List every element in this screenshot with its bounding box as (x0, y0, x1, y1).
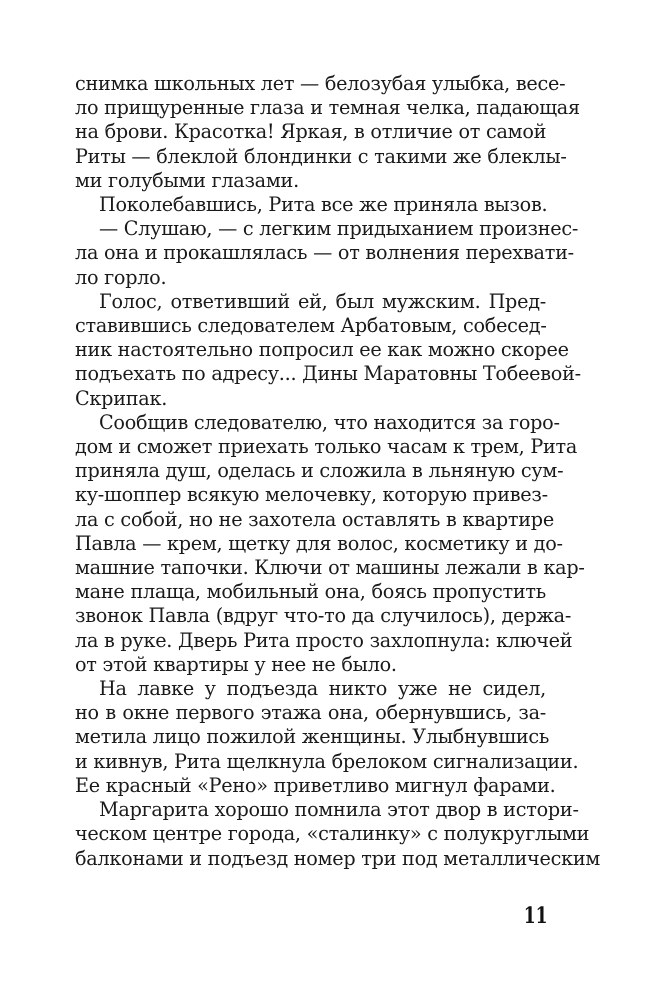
text-line: Ее красный «Рено» приветливо мигнул фарами. (75, 773, 556, 797)
text-line: ми голубыми глазами. (75, 168, 299, 192)
text-line: дом и сможет приехать только часам к трем, Рита (75, 435, 578, 459)
text-line: ла она и прокашлялась — от волнения перехвати- (75, 241, 574, 265)
text-line: Павла — крем, щетку для волос, косметику и до- (75, 531, 563, 555)
text-line: Сообщив следователю, что находится за горо- (99, 410, 560, 434)
text-line: ставившись следователем Арбатовым, собесед- (75, 314, 547, 338)
text-line: ло горло. (75, 265, 167, 289)
text-line: ла с собой, но не захотела оставлять в квартире (75, 507, 554, 531)
paragraph (75, 193, 546, 217)
text-line: метила лицо пожилой женщины. Улыбнувшись (75, 725, 550, 749)
text-line: снимка школьных лет — белозубая улыбка, весе- (75, 72, 566, 95)
text-line: но в окне первого этажа она, обернувшись, за- (75, 701, 546, 725)
text-line: подъехать по адресу... Дины Маратовны Тобеевой- (75, 362, 581, 386)
paragraph (75, 798, 601, 871)
text-line: от этой квартиры у нее не было. (75, 652, 397, 676)
paragraph (75, 410, 585, 677)
text-line: Голос, ответивший ей, был мужским. Пред- (99, 289, 546, 313)
text-line: Маргарита хорошо помнила этот двор в истори- (99, 798, 579, 822)
paragraph (75, 289, 581, 411)
text-line: ла в руке. Дверь Рита просто захлопнула: ключей (75, 628, 573, 652)
text-line: звонок Павла (вдруг что-то да случилось), держа- (75, 604, 572, 628)
text-line: ник настоятельно попросил ее как можно скорее (75, 338, 569, 362)
text-line: Поколебавшись, Рита все же приняла вызов. (99, 193, 548, 217)
text-line: и кивнув, Рита щелкнула брелоком сигнализации. (75, 749, 579, 773)
text-line: ческом центре города, «сталинку» с полукруглыми (75, 822, 590, 846)
text-line: ку-шоппер всякую мелочевку, которую привез- (75, 483, 548, 507)
paragraph (75, 217, 579, 290)
text-line: машние тапочки. Ключи от машины лежали в кар- (75, 556, 585, 580)
text-line: балконами и подъезд номер три под металлическим (75, 846, 601, 870)
text-line: ло прищуренные глаза и темная челка, падающая (75, 96, 580, 120)
page-number: 11 (524, 903, 548, 929)
text-line: мане плаща, мобильный она, боясь пропустить (75, 580, 546, 604)
paragraph (75, 72, 580, 193)
text-line: приняла душ, оделась и сложила в льняную сум- (75, 459, 564, 483)
text-line: — Слушаю, — с легким придыханием произнес- (99, 217, 579, 241)
paragraph (75, 677, 579, 798)
text-line: На лавке у подъезда никто уже не сидел, (99, 677, 546, 701)
text-line: Скрипак. (75, 386, 168, 410)
text-line: Риты — блеклой блондинки с такими же блеклы- (75, 144, 567, 168)
text-line: на брови. Красотка! Яркая, в отличие от самой (75, 120, 547, 144)
book-page-text (75, 72, 601, 871)
